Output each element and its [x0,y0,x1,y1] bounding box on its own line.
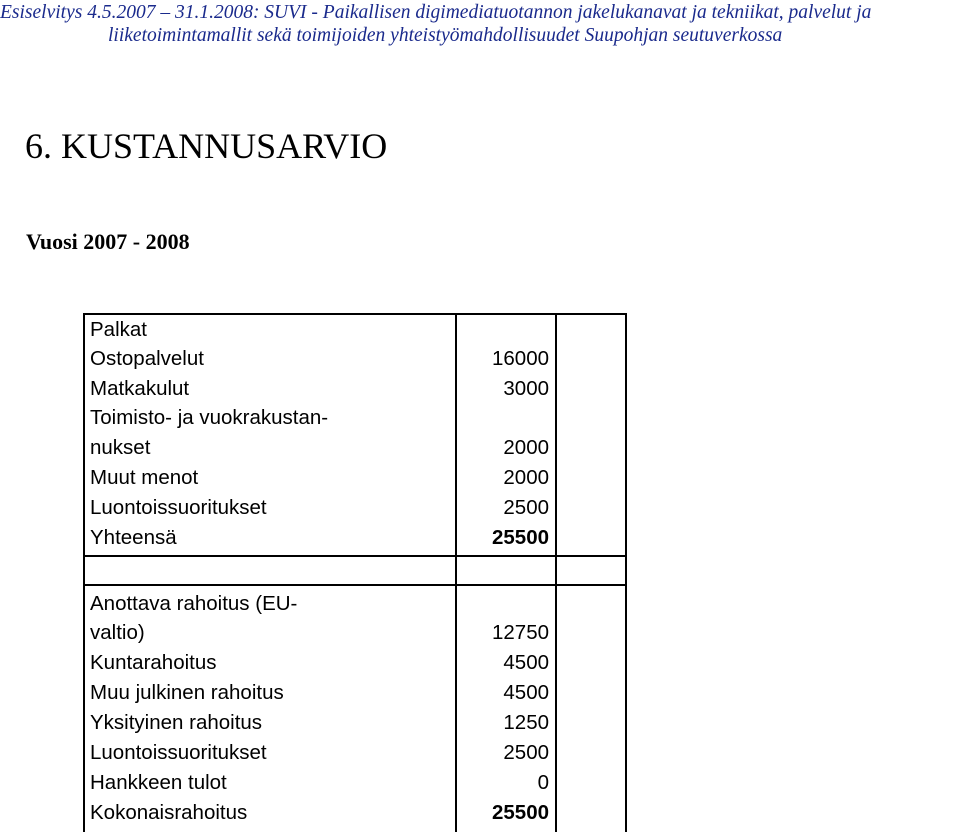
funding-value-private: 1250 [503,711,549,734]
cost-label-other: Muut menot [90,466,199,489]
funding-value-total: 25500 [491,801,549,824]
cost-label-office-rent-line1: Toimisto- ja vuokrakustan- [90,406,329,429]
table-border-top [83,313,627,315]
cost-value-purchased-services: 16000 [491,347,549,370]
funding-label-other-public: Muu julkinen rahoitus [90,681,284,704]
table-separator-row-bottom [83,584,627,586]
header-line-2: liiketoimintamallit sekä toimijoiden yhteistyömahdollisuudet Suupohjan seutuverkossa [108,25,783,46]
cost-label-purchased-services: Ostopalvelut [90,347,204,370]
funding-label-municipal: Kuntarahoitus [90,651,217,674]
funding-value-project-income: 0 [537,771,549,794]
cost-value-travel: 3000 [503,377,549,400]
funding-label-eu-state-line2: valtio) [90,621,145,644]
cost-value-in-kind: 2500 [503,496,549,519]
funding-value-in-kind: 2500 [503,741,549,764]
cost-value-total: 25500 [491,526,549,549]
section-title: 6. KUSTANNUSARVIO [25,126,388,166]
year-subtitle: Vuosi 2007 - 2008 [26,229,190,254]
cost-label-travel: Matkakulut [90,377,190,400]
table-column-divider-2 [555,313,557,832]
table-separator-row-top [83,555,627,557]
cost-label-total: Yhteensä [90,526,177,549]
table-border-right [625,313,627,832]
cost-label-salaries: Palkat [90,318,147,341]
funding-label-in-kind: Luontoissuoritukset [90,741,267,764]
funding-value-municipal: 4500 [503,651,549,674]
cost-label-in-kind: Luontoissuoritukset [90,496,267,519]
table-border-left [83,313,85,832]
funding-value-other-public: 4500 [503,681,549,704]
table-column-divider-1 [455,313,457,832]
funding-label-private: Yksityinen rahoitus [90,711,263,734]
funding-label-total: Kokonaisrahoitus [90,801,248,824]
header-line-1: Esiselvitys 4.5.2007 – 31.1.2008: SUVI - Paikallisen digimediatuotannon jakelukanavat ja tekniikat, palvelut ja [0,2,872,23]
cost-value-office-rent: 2000 [503,436,549,459]
funding-label-eu-state-line1: Anottava rahoitus (EU- [90,592,298,615]
funding-value-eu-state: 12750 [491,621,549,644]
budget-table [83,313,627,832]
cost-value-other: 2000 [503,466,549,489]
cost-label-office-rent-line2: nukset [90,436,151,459]
funding-label-project-income: Hankkeen tulot [90,771,227,794]
